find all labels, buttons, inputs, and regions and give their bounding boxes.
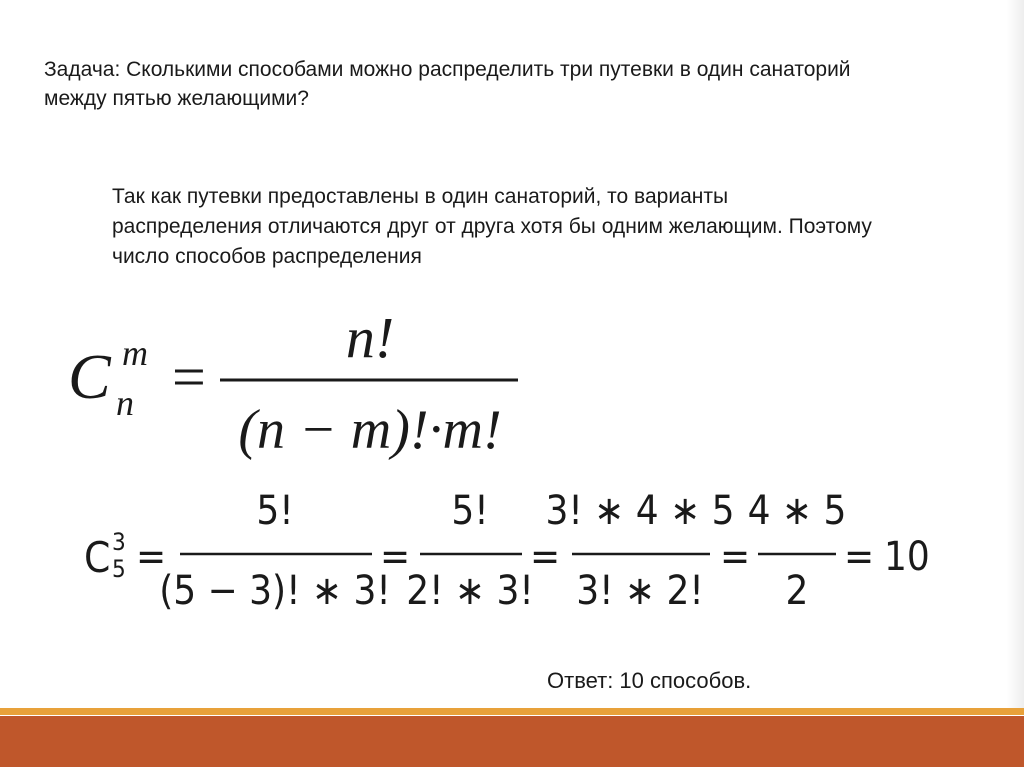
formula-numerator: n! (345, 305, 395, 370)
general-formula (60, 305, 540, 475)
step-4-numerator: 4 ∗ 5 (747, 488, 847, 534)
formula-subscript: n (116, 383, 134, 423)
calc-equals: = (136, 534, 167, 580)
formula-denominator: (n − m)!·m! (238, 399, 502, 461)
calc-subscript: 5 (112, 555, 126, 583)
step-3-denominator: 3! ∗ 2! (576, 568, 704, 614)
formula-equals: = (172, 344, 206, 410)
formula-symbol: C (68, 341, 111, 412)
step-3-equals: = (720, 534, 751, 580)
step-1-denominator: (5 − 3)! ∗ 3! (159, 568, 391, 614)
footer-accent-line (0, 708, 1024, 715)
calc-superscript: 3 (112, 528, 126, 556)
answer-text: Ответ: 10 способов. (547, 668, 752, 693)
step-1-equals: = (380, 534, 411, 580)
step-4-denominator: 2 (785, 568, 809, 614)
step-2-denominator: 2! ∗ 3! (406, 568, 534, 614)
calc-symbol: C (84, 533, 111, 582)
step-3-numerator: 3! ∗ 4 ∗ 5 (545, 488, 735, 534)
step-2-equals: = (530, 534, 561, 580)
explanation-text: Так как путевки предоставлены в один санаторий, то варианты распределения отличаются друг от друга хотя бы одним желающим. Поэтому число способов распределения (112, 185, 872, 268)
task-text: Задача: Сколькими способами можно распределить три путевки в один санаторий между пятью желающими? (44, 58, 851, 110)
calc-result: 10 (884, 534, 930, 580)
slide-edge-shadow (1006, 0, 1024, 708)
calculation (80, 482, 950, 622)
step-1-numerator: 5! (256, 488, 294, 534)
step-2-numerator: 5! (451, 488, 489, 534)
footer-bar (0, 716, 1024, 767)
formula-superscript: m (122, 333, 148, 373)
result-equals: = (844, 534, 875, 580)
